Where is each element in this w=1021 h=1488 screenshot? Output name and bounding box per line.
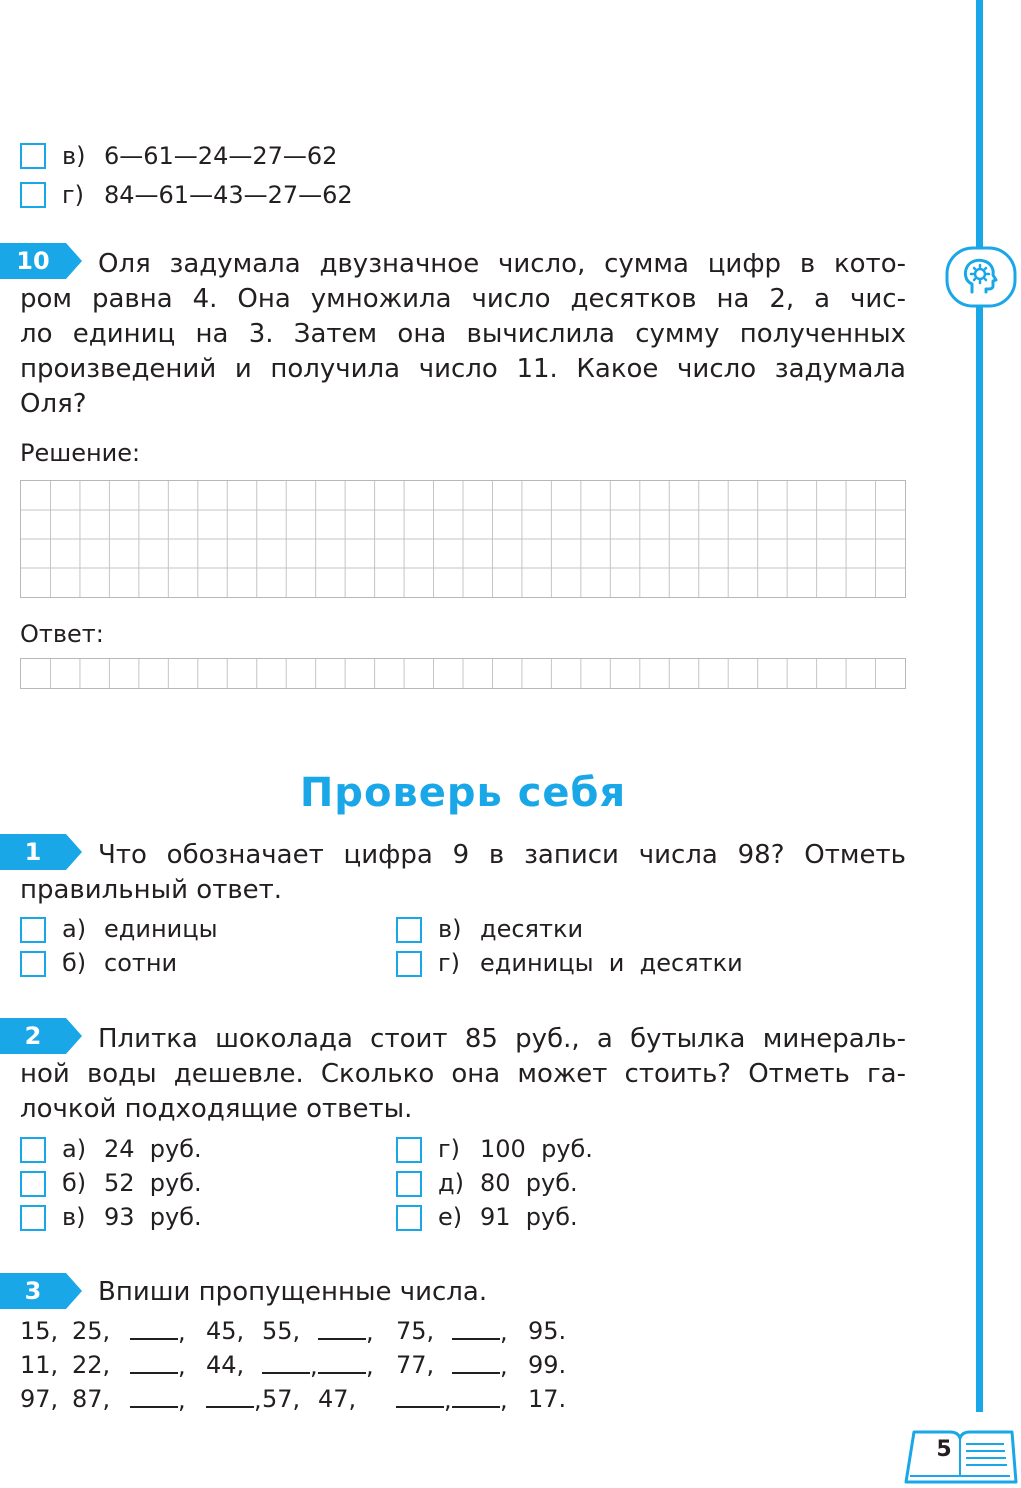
option-text: десятки	[480, 915, 584, 943]
answer-grid[interactable]	[20, 658, 906, 689]
blank-input[interactable]: ,	[130, 1384, 186, 1415]
blank-input[interactable]: ,	[262, 1350, 318, 1381]
option-checkbox[interactable]	[396, 1171, 422, 1197]
option-checkbox[interactable]	[20, 1137, 46, 1163]
sequence-number: 11,	[20, 1351, 59, 1379]
option-checkbox[interactable]	[396, 1137, 422, 1163]
option-text: 93 руб.	[104, 1203, 202, 1231]
option-letter: в)	[438, 915, 462, 943]
option-letter: г)	[438, 949, 460, 977]
option-text: 52 руб.	[104, 1169, 202, 1197]
solution-label: Решение:	[20, 439, 141, 467]
option-text: 24 руб.	[104, 1135, 202, 1163]
sequence-number: 15,	[20, 1317, 59, 1345]
sequence-number: 87,	[72, 1385, 111, 1413]
option-letter: в)	[62, 142, 86, 170]
option-text: 91 руб.	[480, 1203, 578, 1231]
option-letter: д)	[438, 1169, 464, 1197]
task-number: 3	[24, 1277, 42, 1305]
task-number-badge	[0, 1273, 82, 1309]
sequence-number: 99.	[528, 1351, 567, 1379]
option-letter: а)	[62, 915, 87, 943]
blank-input[interactable]: ,	[206, 1384, 262, 1415]
option-text: 80 руб.	[480, 1169, 578, 1197]
option-checkbox[interactable]	[20, 951, 46, 977]
task-number: 1	[24, 838, 42, 866]
blank-input[interactable]: ,	[318, 1350, 374, 1381]
solution-grid[interactable]	[20, 480, 906, 598]
side-accent-line	[976, 0, 983, 1412]
option-letter: г)	[62, 181, 84, 209]
option-letter: а)	[62, 1135, 87, 1163]
blank-input[interactable]: ,	[452, 1384, 508, 1415]
option-checkbox[interactable]	[20, 143, 46, 169]
sequence-number: 25,	[72, 1317, 111, 1345]
sequence-number: 97,	[20, 1385, 59, 1413]
check-3-instruction: Впиши пропущенные числа.	[98, 1277, 488, 1307]
sequence-number: 44,	[206, 1351, 245, 1379]
option-checkbox[interactable]	[20, 917, 46, 943]
sequence-number: 77,	[396, 1351, 435, 1379]
sequence-number: 45,	[206, 1317, 245, 1345]
option-checkbox[interactable]	[20, 1205, 46, 1231]
option-checkbox[interactable]	[396, 917, 422, 943]
option-checkbox[interactable]	[396, 1205, 422, 1231]
blank-input[interactable]: ,	[318, 1316, 374, 1347]
sequence-number: 17.	[528, 1385, 567, 1413]
blank-input[interactable]: ,	[130, 1350, 186, 1381]
option-text: 100 руб.	[480, 1135, 593, 1163]
page-number: 5	[936, 1437, 952, 1462]
head-gear-icon	[945, 246, 1017, 308]
blank-input[interactable]: ,	[452, 1316, 508, 1347]
sequence-number: 75,	[396, 1317, 435, 1345]
sequence-number: 55,	[262, 1317, 301, 1345]
option-text: единицы и десятки	[480, 949, 743, 977]
sequence-number: 95.	[528, 1317, 567, 1345]
blank-input[interactable]: ,	[396, 1384, 452, 1415]
option-checkbox[interactable]	[396, 951, 422, 977]
blank-input[interactable]: ,	[452, 1350, 508, 1381]
check-2-text: Плитка шоколада стоит 85 руб., а бутылка минераль- ной воды дешевле. Сколько она может стоить? Отметь га- лочкой подходящие ответы.	[20, 1024, 906, 1124]
book-icon	[900, 1424, 1020, 1484]
task-number: 10	[16, 247, 50, 275]
sequence-number: 22,	[72, 1351, 111, 1379]
option-letter: г)	[438, 1135, 460, 1163]
check-1-text: Что обозначает цифра 9 в записи числа 98? Отметь правильный ответ.	[20, 840, 906, 905]
task-number: 2	[24, 1022, 42, 1050]
sequence-number: 47,	[318, 1385, 357, 1413]
option-text: 6—61—24—27—62	[104, 142, 338, 170]
option-text: 84—61—43—27—62	[104, 181, 353, 209]
blank-input[interactable]: ,	[130, 1316, 186, 1347]
sequence-number: 57,	[262, 1385, 301, 1413]
option-letter: е)	[438, 1203, 463, 1231]
option-letter: б)	[62, 949, 87, 977]
section-title: Проверь себя	[299, 770, 627, 816]
task-10-text: Оля задумала двузначное число, сумма цифр в кото- ром равна 4. Она умножила число десятков на 2, а чис- ло единиц на 3. Затем она вычислила сумму полученных произведений и получила число 11. Какое число задумала Оля?	[20, 249, 906, 419]
option-text: сотни	[104, 949, 178, 977]
option-text: единицы	[104, 915, 218, 943]
option-checkbox[interactable]	[20, 182, 46, 208]
answer-label: Ответ:	[20, 620, 104, 648]
option-checkbox[interactable]	[20, 1171, 46, 1197]
option-letter: б)	[62, 1169, 87, 1197]
option-letter: в)	[62, 1203, 86, 1231]
